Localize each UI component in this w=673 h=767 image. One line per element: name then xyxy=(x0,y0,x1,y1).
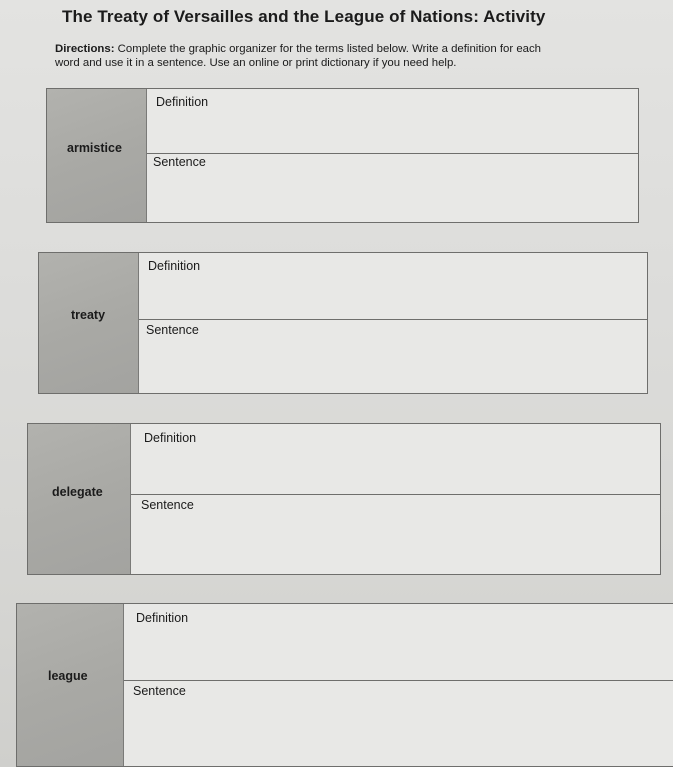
term-cell xyxy=(39,253,139,393)
sentence-field[interactable] xyxy=(139,320,647,393)
definition-label: Definition xyxy=(148,259,201,273)
directions xyxy=(55,42,655,70)
organizer-league xyxy=(16,603,673,767)
organizer-treaty xyxy=(38,252,648,394)
definition-field[interactable] xyxy=(139,253,647,319)
term-label: treaty xyxy=(71,308,106,322)
sentence-field[interactable] xyxy=(147,154,638,222)
definition-label: Definition xyxy=(136,611,189,625)
directions-text-line2: word and use it in a sentence. Use an online or print dictionary if you need help. xyxy=(55,57,457,69)
sentence-label: Sentence xyxy=(146,323,199,337)
definition-label: Definition xyxy=(144,431,197,445)
sentence-label: Sentence xyxy=(141,498,194,512)
definition-label: Definition xyxy=(156,95,209,109)
organizer-armistice xyxy=(46,88,639,223)
term-label: league xyxy=(48,669,88,683)
definition-field[interactable] xyxy=(147,89,638,153)
definition-field[interactable] xyxy=(124,604,673,680)
term-label: delegate xyxy=(52,485,103,499)
directions-text-line1: Complete the graphic organizer for the terms listed below. Write a definition for each xyxy=(114,43,542,55)
organizer-delegate xyxy=(27,423,661,575)
term-cell xyxy=(47,89,147,222)
term-label: armistice xyxy=(67,141,122,155)
term-cell xyxy=(17,604,124,766)
term-cell xyxy=(28,424,131,574)
directions-label: Directions: xyxy=(55,43,115,55)
sentence-label: Sentence xyxy=(153,155,206,169)
definition-field[interactable] xyxy=(131,424,660,494)
sentence-label: Sentence xyxy=(133,684,186,698)
sentence-field[interactable] xyxy=(131,495,660,574)
page-title: The Treaty of Versailles and the League of Nations: Activity xyxy=(62,7,546,26)
sentence-field[interactable] xyxy=(124,681,673,766)
